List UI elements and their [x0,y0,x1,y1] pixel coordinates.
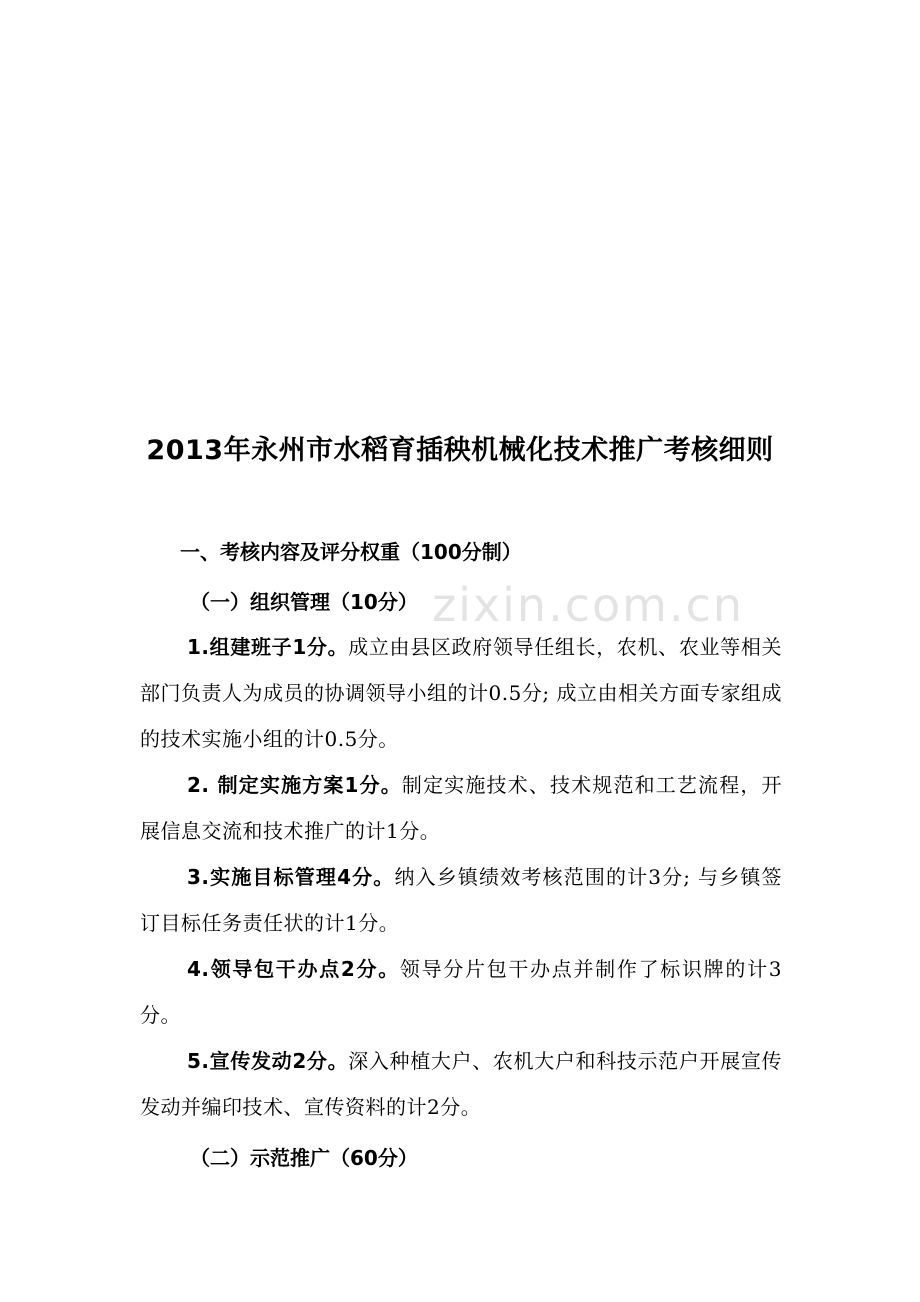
item-lead: 5.宣传发动2分。 [187,1049,349,1073]
item-paragraph [140,762,782,854]
item-lead: 2. 制定实施方案1分。 [187,773,402,797]
item-lead: 3.实施目标管理4分。 [187,865,395,889]
item-text: 纳入乡镇绩效考核范围的计3分; 与乡镇签订目标任务责任状的计1分。 [140,865,782,935]
item-text: 深入种植大户、农机大户和科技示范户开展宣传发动并编印技术、宣传资料的计2分。 [140,1049,782,1119]
item-paragraph [140,946,782,1038]
item-paragraph [140,1038,782,1130]
subsection-heading-demonstration: （二）示范推广（60分） [190,1146,418,1170]
item-text: 制定实施技术、技术规范和工艺流程，开展信息交流和技术推广的计1分。 [140,773,782,843]
item-paragraph [140,854,782,946]
item-text: 成立由县区政府领导任组长，农机、农业等相关部门负责人为成员的协调领导小组的计0.5分; 成立由相关方面专家组成的技术实施小组的计0.5分。 [140,635,782,751]
item-lead: 1.组建班子1分。 [187,635,349,659]
item-lead: 4.领导包干办点2分。 [187,957,400,981]
item-text: 领导分片包干办点并制作了标识牌的计3分。 [140,957,782,1027]
watermark: zixin.com.cn [432,578,745,632]
subsection-heading-organization: （一）组织管理（10分） [190,590,418,614]
document-title: 2013年永州市水稻育插秧机械化技术推广考核细则 [146,435,774,466]
item-paragraph [140,624,782,762]
section-heading: 一、考核内容及评分权重（100分制） [180,540,522,564]
